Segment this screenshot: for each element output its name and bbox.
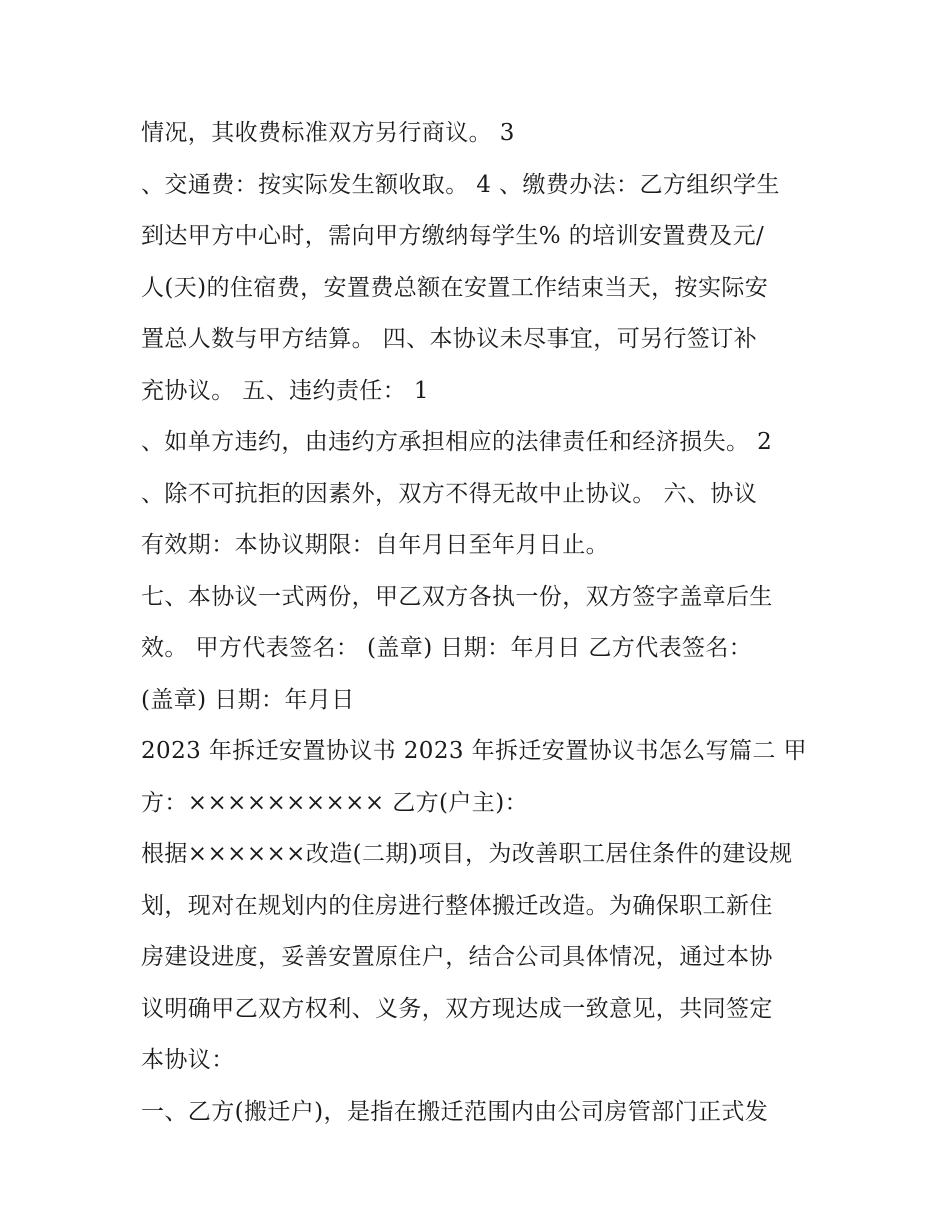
text-line: 划，现对在规划内的住房进行整体搬迁改造。为确保职工新住: [141, 892, 773, 919]
text-line: 人(天)的住宿费，安置费总额在安置工作结束当天，按实际安: [141, 274, 769, 301]
text-line: 七、本协议一式两份，甲乙双方各执一份，双方签字盖章后生: [141, 583, 773, 610]
text-line: 情况，其收费标准双方另行商议。 3: [141, 120, 515, 146]
text-line: 有效期：本协议期限：自年月日至年月日止。: [141, 532, 609, 558]
text-line: 、如单方违约，由违约方承担相应的法律责任和经济损失。 2: [141, 429, 773, 455]
text-line: 方：×××××××××× 乙方(户主)：: [141, 789, 528, 816]
document-body: [141, 108, 821, 1138]
text-line: 2023 年拆迁安置协议书 2023 年拆迁安置协议书怎么写篇二 甲: [141, 738, 807, 764]
text-line: 房建设进度，妥善安置原住户，结合公司具体情况，通过本协: [141, 944, 773, 970]
text-line: 一、乙方(搬迁户)，是指在搬迁范围内由公司房管部门正式发: [141, 1098, 769, 1125]
text-line: 效。 甲方代表签名： (盖章) 日期：年月日 乙方代表签名：: [141, 635, 753, 661]
text-line: 本协议：: [141, 1047, 235, 1073]
text-line: 、除不可抗拒的因素外，双方不得无故中止协议。 六、协议: [141, 480, 758, 507]
text-line: 议明确甲乙双方权利、义务，双方现达成一致意见，共同签定: [141, 995, 773, 1022]
text-line: (盖章) 日期：年月日: [141, 686, 355, 713]
text-line: 充协议。 五、违约责任： 1: [141, 377, 429, 404]
text-line: 置总人数与甲方结算。 四、本协议未尽事宜，可另行签订补: [141, 326, 758, 352]
text-line: 、交通费：按实际发生额收取。 4 、缴费办法：乙方组织学生: [141, 171, 780, 198]
text-line: 到达甲方中心时，需向甲方缴纳每学生% 的培训安置费及元/: [141, 223, 765, 249]
text-line: 根据××××××改造(二期)项目，为改善职工居住条件的建设规: [141, 841, 793, 867]
